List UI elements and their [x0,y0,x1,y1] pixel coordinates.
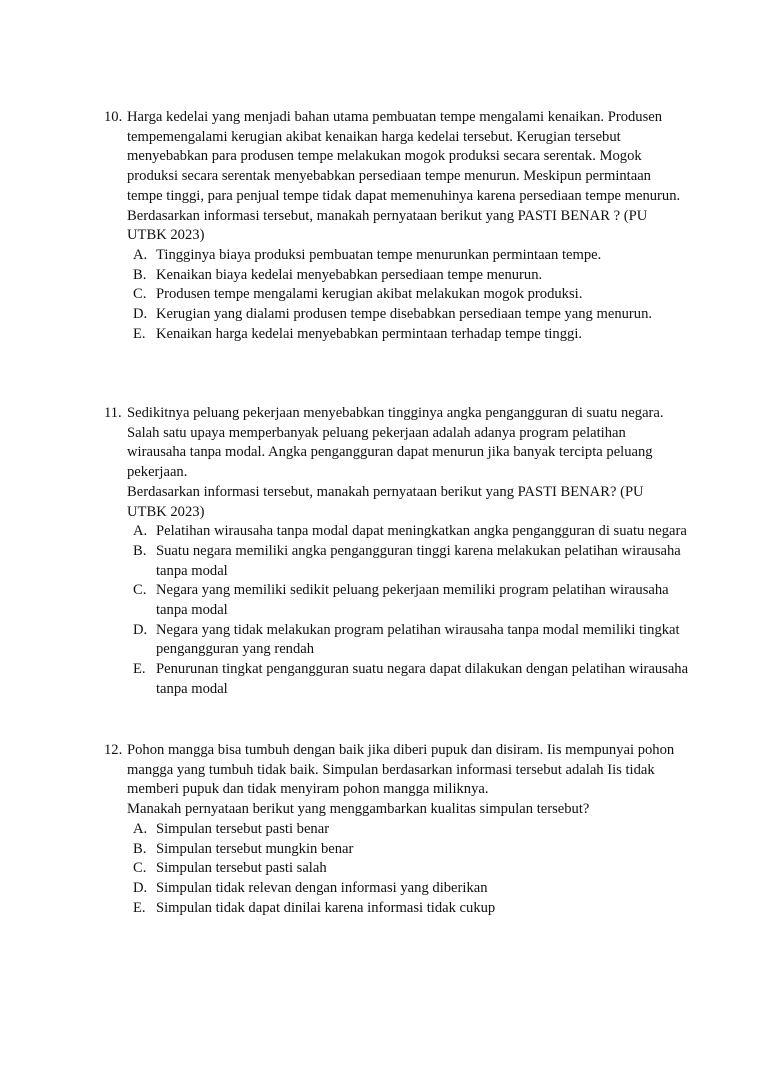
option-c [127,581,694,620]
option-letter: A. [133,246,148,263]
option-letter: B. [133,840,147,857]
option-letter: C. [133,860,147,877]
answer-options [104,820,694,919]
option-letter: B. [133,266,147,283]
option-e [127,660,694,699]
option-letter: E. [133,325,146,342]
question-prompt: Manakah pernyataan berikut yang menggambarkan kualitas simpulan tersebut? [127,801,590,818]
question-number: 10. [104,109,123,125]
question-text: Harga kedelai yang menjadi bahan utama pembuatan tempe mengalami kenaikan. Produsen tempemengalami kerugian akibat kenaikan harga kedelai tersebut. Kerugian tersebut menyebabkan para produsen tempe melakukan mogok produksi secara serentak. Mogok produksi secara serentak menyebabkan persediaan tempe menurun. Meskipun permintaan tempe tinggi, para penjual tempe tidak dapat memenuhinya karena persediaan tempe menurun. [127,109,681,204]
question-12 [104,741,694,918]
question-body [127,404,694,522]
option-text: Simpulan tidak relevan dengan informasi yang diberikan [156,879,488,896]
option-text: Kenaikan harga kedelai menyebabkan permintaan terhadap tempe tinggi. [156,325,583,342]
question-prompt: Berdasarkan informasi tersebut, manakah pernyataan berikut yang PASTI BENAR ? (PU UTBK 2023) [127,207,648,244]
option-e [127,325,694,345]
option-text: Kerugian yang dialami produsen tempe disebabkan persediaan tempe yang menurun. [156,306,653,323]
question-11 [104,404,694,700]
option-text: Simpulan tersebut mungkin benar [156,840,354,857]
option-letter: A. [133,820,148,837]
option-a [127,246,694,266]
option-letter: C. [133,286,147,303]
option-text: Produsen tempe mengalami kerugian akibat melakukan mogok produksi. [156,286,583,303]
option-letter: D. [133,879,148,896]
question-header [104,404,694,522]
question-text: Pohon mangga bisa tumbuh dengan baik jika diberi pupuk dan disiram. Iis mempunyai pohon mangga yang tumbuh tidak baik. Simpulan berdasarkan informasi tersebut adalah Iis tidak memberi pupuk dan tidak menyiram pohon mangga miliknya. [127,742,675,798]
option-text: Tingginya biaya produksi pembuatan tempe menurunkan permintaan tempe. [156,246,602,263]
option-text: Simpulan tersebut pasti salah [156,860,327,877]
option-b [127,840,694,860]
option-letter: C. [133,582,147,599]
option-letter: B. [133,542,147,559]
option-letter: D. [133,306,148,323]
option-text: Negara yang tidak melakukan program pelatihan wirausaha tanpa modal memiliki tingkat pengangguran yang rendah [156,621,680,658]
answer-options [104,522,694,699]
option-text: Simpulan tersebut pasti benar [156,820,330,837]
option-e [127,899,694,919]
option-text: Suatu negara memiliki angka pengangguran tinggi karena melakukan pelatihan wirausaha tanpa modal [156,542,681,579]
option-d [127,879,694,899]
question-prompt: Berdasarkan informasi tersebut, manakah pernyataan berikut yang PASTI BENAR? (PU UTBK 2023) [127,483,644,520]
option-b [127,266,694,286]
question-body [127,741,694,820]
question-body [127,108,694,246]
option-letter: A. [133,523,148,540]
option-text: Simpulan tidak dapat dinilai karena informasi tidak cukup [156,899,496,916]
option-text: Pelatihan wirausaha tanpa modal dapat meningkatkan angka pengangguran di suatu negara [156,523,687,540]
question-number: 11. [104,405,122,421]
option-text: Penurunan tingkat pengangguran suatu negara dapat dilakukan dengan pelatihan wirausaha tanpa modal [156,661,689,697]
option-letter: E. [133,899,146,916]
option-c [127,285,694,305]
question-10 [104,108,694,344]
option-d [127,305,694,325]
question-text: Sedikitnya peluang pekerjaan menyebabkan tingginya angka pengangguran di suatu negara. Salah satu upaya memperbanyak peluang pekerjaan adalah adanya program pelatihan wirausaha tanpa modal. Angka pengangguran dapat menurun jika banyak tercipta peluang pekerjaan. [127,405,664,481]
option-b [127,542,694,581]
answer-options [104,246,694,345]
question-number: 12. [104,742,123,758]
option-letter: E. [133,661,146,678]
option-d [127,621,694,660]
option-c [127,859,694,879]
option-text: Negara yang memiliki sedikit peluang pekerjaan memiliki program pelatihan wirausaha tanpa modal [156,582,669,619]
question-header [104,108,694,246]
option-letter: D. [133,621,148,638]
question-header [104,741,694,820]
option-a [127,522,694,542]
option-a [127,820,694,840]
option-text: Kenaikan biaya kedelai menyebabkan persediaan tempe menurun. [156,266,543,283]
